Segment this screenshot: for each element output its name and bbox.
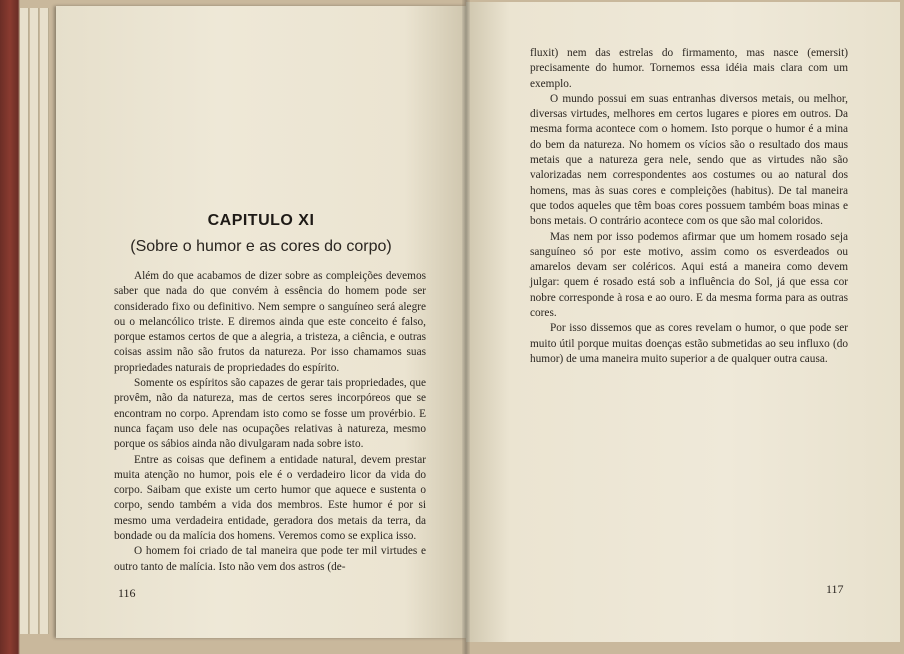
paragraph: O homem foi criado de tal maneira que pode ter mil virtudes e outro tanto de malícia. Isto não vem dos astros (de- [114,545,426,573]
page-edge [20,8,29,634]
right-body-text [530,46,848,367]
chapter-subtitle: (Sobre o humor e as cores do corpo) [130,238,392,255]
paragraph: Entre as coisas que definem a entidade natural, devem prestar muita atenção no humor, pois ele é o verdadeiro licor da vida do corpo. Saibam que existe um certo humor que aquece e sustenta o corpo, sendo também a vida dos membros. Este humor é por si mesmo uma verdadeira entidade, geradora dos metais da terra, da bondade ou da malícia dos homens. Veremos como se explica isso. [114,453,426,543]
paragraph: O mundo possui em suas entranhas diversos metais, ou melhor, diversas virtudes, melhores em certos lugares e piores em outros. Da mesma forma acontece com o homem. Isto porque o humor é a mina do bem da natureza. No homem os vícios são o resultado dos maus metais que a natureza gera nele, sendo que as virtudes não são valorizadas nem correspondentes aos costumes ou ao natural dos homens, mas às suas cores e compleições (habitus). De tal maneira que todos aqueles que têm boas cores possuem também boas minas e bons metais. O contrário acontece com os que são mal coloridos. [530,92,848,228]
left-body-text [114,269,426,575]
page-number: 117 [826,582,844,596]
page-edge [40,8,49,634]
book-gutter [462,0,470,654]
left-page [56,6,466,638]
paragraph: Mas nem por isso podemos afirmar que um homem rosado seja sanguíneo só por este motivo, assim como os esverdeados ou amarelos devam ser coléricos. Aqui está a maneira como devem julgar: quem é rosado está sob a influência do Sol, já que essa cor nobre corresponde à rosa e ao ouro. E da mesma forma para as outras cores. [530,230,848,320]
page-number: 116 [118,586,136,600]
paragraph: Somente os espíritos são capazes de gerar tais propriedades, que provêm, não da natureza, mas de certos seres incorpóreos que se encontram no corpo. Aprendam isto como se fosse um provérbio. E nunca façam uso dele nas ocupações relativas à natureza, mesmo porque os sábios ainda não divulgaram nada sobre isto. [114,377,426,451]
page-edge [30,8,39,634]
paragraph: Além do que acabamos de dizer sobre as compleições devemos saber que nada do que convém à essência do homem pode ser considerado fixo ou definitivo. Nem sempre o sanguíneo será alegre ou o melancólico triste. E diremos ainda que este conceito é falso, porque estamos certos de que a alegria, a tristeza, a ciência, e outras coisas assim não são frutos da natureza. Por isso chamamos suas propriedades naturais de propriedades do espírito. [114,270,426,374]
paragraph: Por isso dissemos que as cores revelam o humor, o que pode ser muito útil porque muitas doenças estão submetidas ao seu influxo (do humor) de uma maneira muito superior a de qualquer outra causa. [530,322,848,365]
chapter-title: CAPITULO XI [207,212,315,229]
paragraph: fluxit) nem das estrelas do firmamento, mas nasce (emersit) precisamente do humor. Tornemos essa idéia mais clara com um exemplo. [530,47,848,90]
right-page [466,2,900,642]
